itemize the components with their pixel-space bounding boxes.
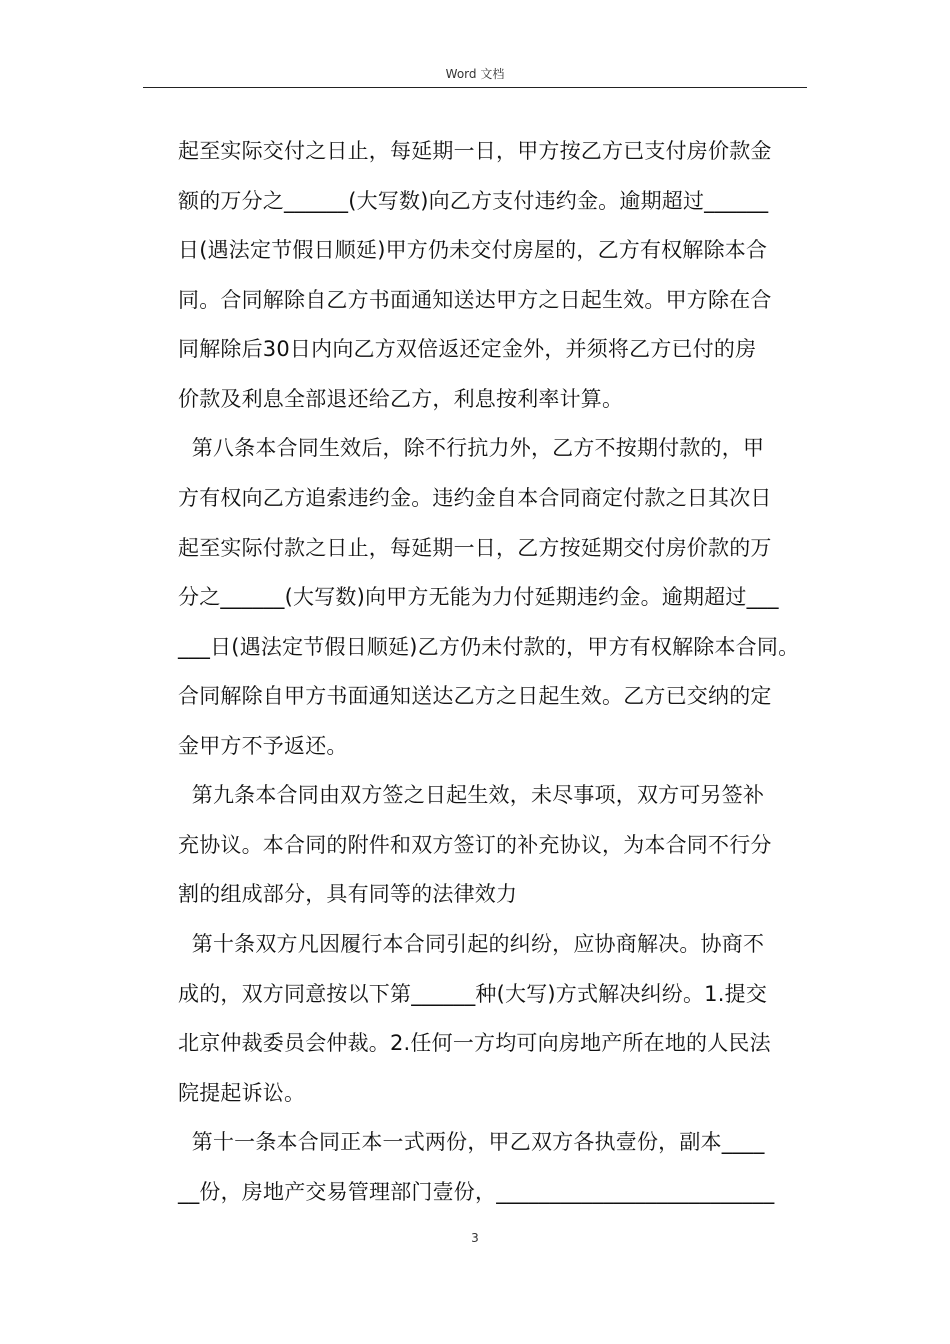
body-line: 院提起诉讼。 [178,1081,306,1105]
page-number: 3 [471,1231,479,1245]
body-line: 同。合同解除自乙方书面通知送达甲方之日起生效。甲方除在合 [178,288,772,312]
body-line: __份，房地产交易管理部门壹份，__________________________ [178,1180,775,1204]
body-line: 额的万分之______(大写数)向乙方支付违约金。逾期超过______ [178,189,769,213]
body-line: 割的组成部分，具有同等的法律效力 [178,882,518,906]
body-line: ___日(遇法定节假日顺延)乙方仍未付款的，甲方有权解除本合同。 [178,635,800,659]
body-line: 起至实际付款之日止，每延期一日，乙方按延期交付房价款的万 [178,536,772,560]
body-line: 同解除后30日内向乙方双倍返还定金外，并须将乙方已付的房 [178,337,757,361]
document-header-title: Word 文档 [445,67,505,81]
body-line: 价款及利息全部退还给乙方，利息按利率计算。 [178,387,624,411]
header-divider [143,87,807,88]
body-line: 起至实际交付之日止，每延期一日，甲方按乙方已支付房价款金 [178,139,772,163]
body-line: 金甲方不予返还。 [178,734,348,758]
body-line: 成的，双方同意按以下第______种(大写)方式解决纠纷。1.提交 [178,982,768,1006]
body-line: 分之______(大写数)向甲方无能为力付延期违约金。逾期超过___ [178,585,779,609]
body-line: 第八条本合同生效后，除不行抗力外，乙方不按期付款的，甲 [178,436,765,460]
body-line: 合同解除自甲方书面通知送达乙方之日起生效。乙方已交纳的定 [178,684,772,708]
body-line: 充协议。本合同的附件和双方签订的补充协议，为本合同不行分 [178,833,772,857]
body-line: 第九条本合同由双方签之日起生效，未尽事项，双方可另签补 [178,783,765,807]
body-line: 第十一条本合同正本一式两份，甲乙双方各执壹份，副本____ [178,1130,765,1154]
body-line: 第十条双方凡因履行本合同引起的纠纷，应协商解决。协商不 [178,932,765,956]
body-line: 方有权向乙方追索违约金。违约金自本合同商定付款之日其次日 [178,486,772,510]
body-line: 日(遇法定节假日顺延)甲方仍未交付房屋的，乙方有权解除本合 [178,238,768,262]
body-line: 北京仲裁委员会仲裁。2.任何一方均可向房地产所在地的人民法 [178,1031,771,1055]
